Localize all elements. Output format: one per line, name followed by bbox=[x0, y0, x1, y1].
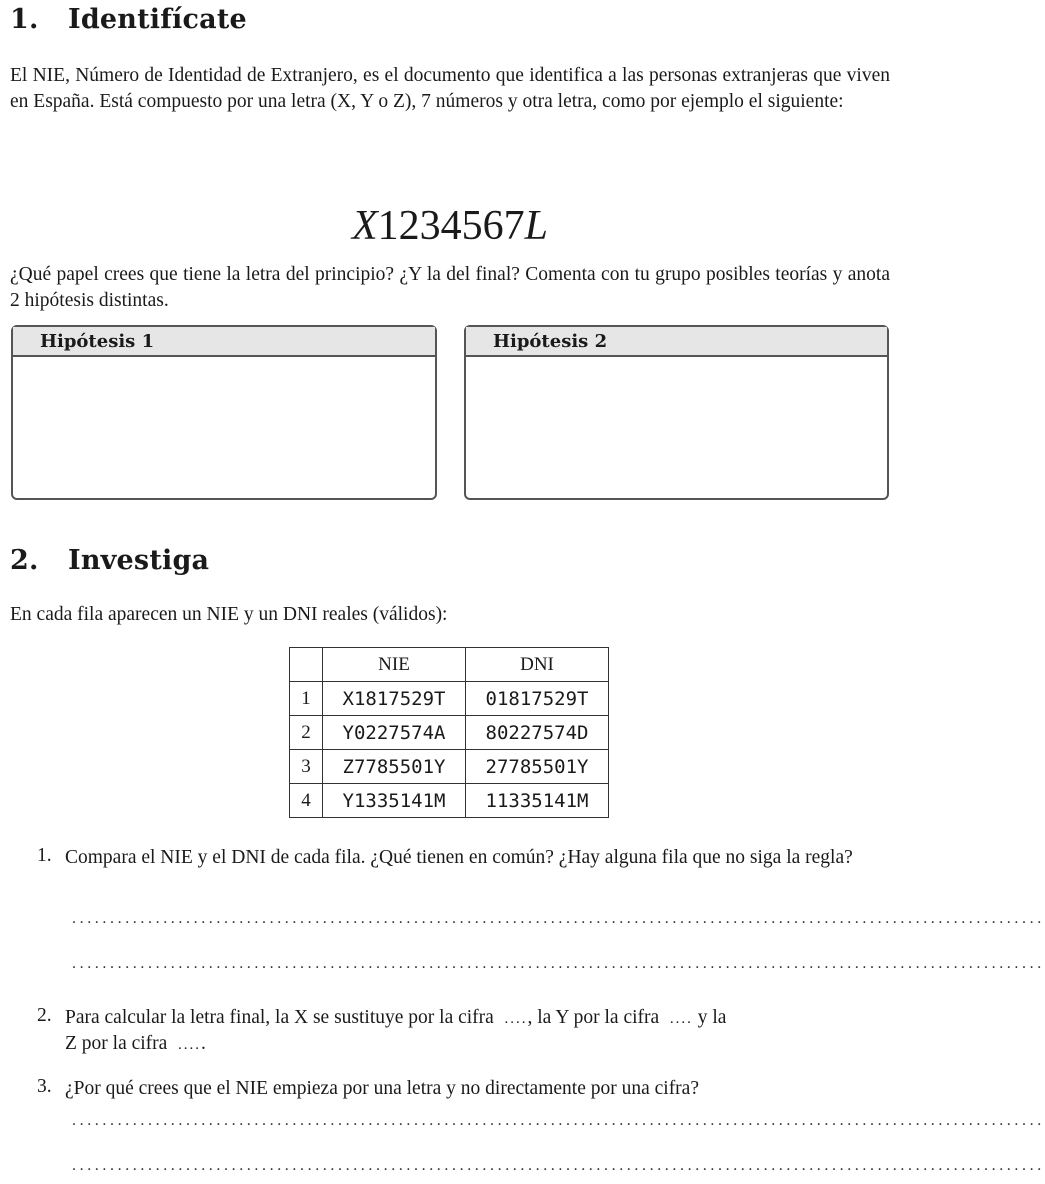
section-2-number: 2. bbox=[10, 545, 39, 576]
blank-x-digit[interactable]: .... bbox=[498, 1011, 528, 1027]
question-2-part-e: . bbox=[200, 1033, 206, 1054]
question-2-part-d: Z por la cifra bbox=[65, 1033, 168, 1054]
row-dni: 80227574D bbox=[466, 716, 609, 750]
table-header-nie: NIE bbox=[323, 648, 466, 682]
question-1-text: Compara el NIE y el DNI de cada fila. ¿Qué tienen en común? ¿Hay alguna fila que no siga la regla? bbox=[65, 847, 853, 868]
answer-line-q3-a[interactable]: ................................................................................................................................ bbox=[72, 1112, 1045, 1129]
row-dni: 27785501Y bbox=[466, 750, 609, 784]
table-header-row bbox=[290, 648, 609, 682]
section-1-question: ¿Qué papel crees que tiene la letra del principio? ¿Y la del final? Comenta con tu grupo posibles teorías y anota 2 hipótesis distintas. bbox=[10, 264, 890, 311]
hypothesis-2-label: Hipótesis 2 bbox=[466, 327, 887, 357]
table-row bbox=[290, 784, 609, 818]
question-2-line-1 bbox=[65, 1005, 890, 1032]
table-header-empty bbox=[290, 648, 323, 682]
hypothesis-1-box[interactable] bbox=[11, 325, 437, 500]
nie-dni-table bbox=[289, 647, 609, 818]
row-index: 2 bbox=[290, 716, 323, 750]
table-header-dni: DNI bbox=[466, 648, 609, 682]
row-nie: Y1335141M bbox=[323, 784, 466, 818]
question-2-number: 2. bbox=[37, 1005, 52, 1026]
hypothesis-2-box[interactable] bbox=[464, 325, 889, 500]
question-2-part-b: , la Y por la cifra bbox=[527, 1007, 660, 1028]
row-nie: X1817529T bbox=[323, 682, 466, 716]
row-index: 3 bbox=[290, 750, 323, 784]
answer-line-q1-a[interactable]: ................................................................................................................................ bbox=[72, 910, 1045, 927]
nie-example-first-letter: X bbox=[351, 203, 378, 249]
section-1-intro: El NIE, Número de Identidad de Extranjero, es el documento que identifica a las personas extranjeras que viven en España. Está compuesto por una letra (X, Y o Z), 7 números y otra letra, como por ejemplo el siguiente: bbox=[10, 65, 890, 112]
row-index: 1 bbox=[290, 682, 323, 716]
question-2-line-2 bbox=[65, 1031, 890, 1058]
nie-example-digits: 1234567 bbox=[377, 203, 525, 249]
section-2-title: Investiga bbox=[68, 545, 210, 576]
row-nie: Z7785501Y bbox=[323, 750, 466, 784]
question-1-number: 1. bbox=[37, 845, 52, 866]
row-dni: 11335141M bbox=[466, 784, 609, 818]
question-2-part-a: Para calcular la letra final, la X se sustituye por la cifra bbox=[65, 1007, 494, 1028]
section-1-title: Identifícate bbox=[68, 4, 247, 35]
question-3-number: 3. bbox=[37, 1076, 52, 1097]
hypothesis-1-label: Hipótesis 1 bbox=[13, 327, 435, 357]
table-row bbox=[290, 716, 609, 750]
row-dni: 01817529T bbox=[466, 682, 609, 716]
row-nie: Y0227574A bbox=[323, 716, 466, 750]
nie-example-last-letter: L bbox=[524, 203, 548, 249]
section-2-intro: En cada fila aparecen un NIE y un DNI reales (válidos): bbox=[10, 604, 448, 625]
question-2-part-c: y la bbox=[697, 1007, 727, 1028]
blank-z-digit[interactable]: .... bbox=[172, 1037, 201, 1053]
table-row bbox=[290, 750, 609, 784]
section-2-heading bbox=[10, 545, 209, 576]
row-index: 4 bbox=[290, 784, 323, 818]
blank-y-digit[interactable]: .... bbox=[664, 1011, 693, 1027]
question-3-text: ¿Por qué crees que el NIE empieza por una letra y no directamente por una cifra? bbox=[65, 1078, 699, 1099]
section-1-number: 1. bbox=[10, 4, 39, 35]
table-row bbox=[290, 682, 609, 716]
answer-line-q3-b[interactable]: ................................................................................................................................ bbox=[72, 1157, 1045, 1174]
answer-line-q1-b[interactable]: ................................................................................................................................ bbox=[72, 955, 1045, 972]
nie-example bbox=[0, 202, 900, 250]
section-1-heading bbox=[10, 4, 247, 35]
